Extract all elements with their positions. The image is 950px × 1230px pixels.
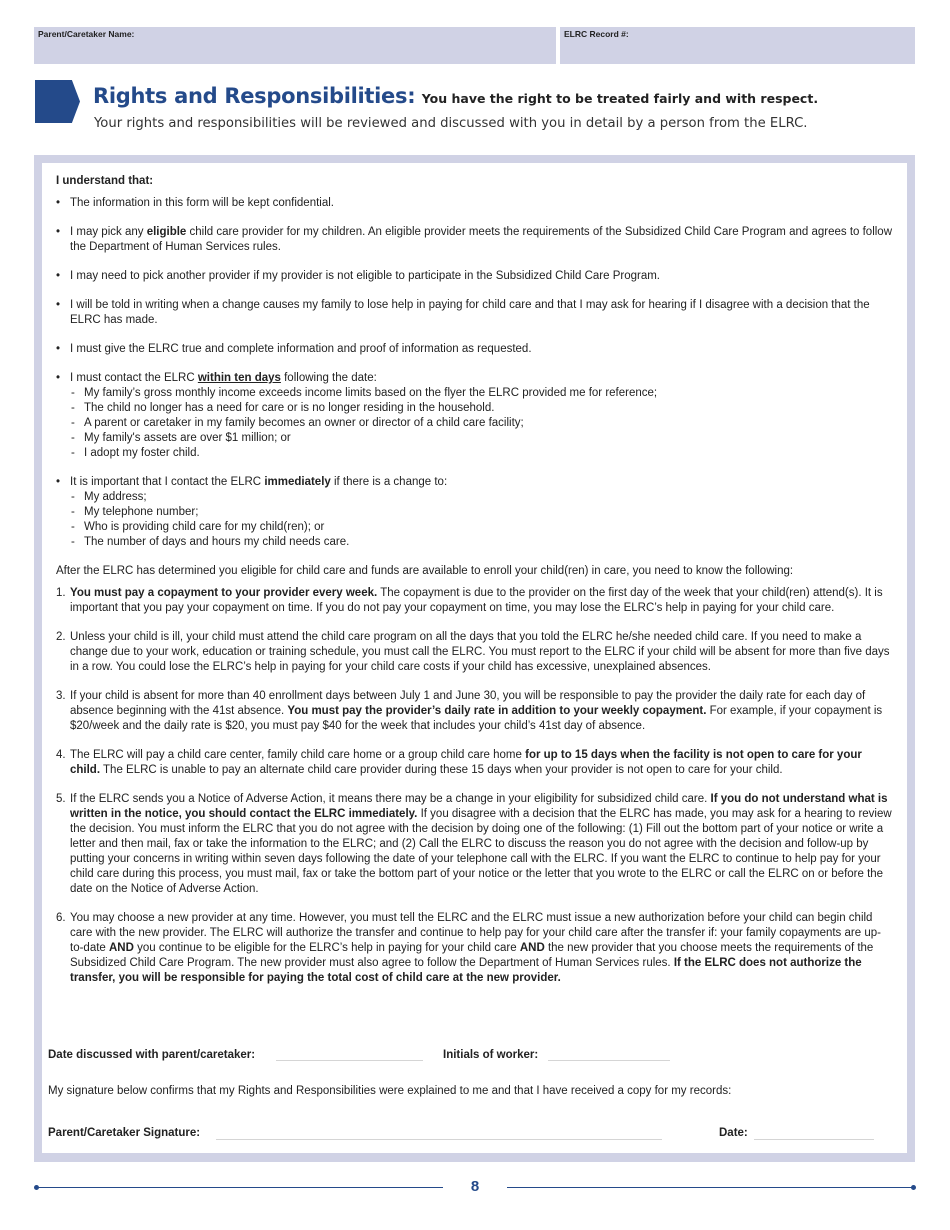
list-item: • The information in this form will be kept confidential. bbox=[56, 196, 894, 211]
understand-heading: I understand that: bbox=[56, 175, 154, 187]
numbered-item: 5. If the ELRC sends you a Notice of Adverse Action, it means there may be a change in your eligibility for subsidized child care. If you do not understand what is written in the notice, you should contact the ELRC immediately. If you disagree with a decision that the ELRC has made, you may ask for a hearing to review the decision. You must inform the ELRC that you do not agree with the decision by doing one of the following: (1) Fill out the bottom part of your notice or write a letter and then mail, fax or take the information to the ELRC; and (2) Call the ELRC to discuss the reason you do not agree with the decision and follow-up by putting your concerns in writing within seven days following the date of your telephone call with the ELRC. If you want the ELRC to continue to help pay for your child care during this process, you must mail, fax or take the bottom part of your notice or the letter that you wrote to the ELRC or call the ELRC on or before the date on the Notice of Adverse Action. bbox=[56, 793, 892, 895]
elrc-record-field[interactable] bbox=[560, 27, 915, 64]
ten-day-list bbox=[70, 386, 894, 461]
numbered-item: 2. Unless your child is ill, your child must attend the child care program on all the days that you told the ELRC he/she needed child care. If you need to make a change due to your work, education or training schedule, you must call the ELRC. You must report to the ELRC if your child will be absent for more than five days in a row. You could lose the ELRC’s help in paying for your child care costs if your child has excessive, unexplained absences. bbox=[56, 631, 890, 673]
elrc-record-label: ELRC Record #: bbox=[564, 29, 629, 39]
numbered-item: 4. The ELRC will pay a child care center, family child care home or a group child care home for up to 15 days when the facility is not open to care for your child. The ELRC is unable to pay an alternate child care provider during these 15 days when your provider is not open to care for your child. bbox=[56, 749, 862, 776]
title-description: Your rights and responsibilities will be reviewed and discussed with you in detail by a person from the ELRC. bbox=[94, 116, 808, 131]
list-item: • I must give the ELRC true and complete information and proof of information as requested. bbox=[56, 342, 894, 357]
initials-input[interactable] bbox=[548, 1060, 670, 1061]
list-item: • It is important that I contact the ELRC immediately if there is a change to: - My address; - My telephone number; - Who is providing child care for my child(ren); or - The number of days and hours my child needs care. bbox=[56, 475, 894, 550]
sub-item: - My telephone number; bbox=[70, 505, 894, 520]
sub-item: - My family’s gross monthly income exceeds income limits based on the flyer the ELRC provided me for reference; bbox=[70, 386, 894, 401]
signature-label: Parent/Caretaker Signature: bbox=[48, 1127, 201, 1139]
numbered-item: 3. If your child is absent for more than 40 enrollment days between July 1 and June 30, you will be responsible to pay the provider the daily rate for each day of absence beginning with the 41st absence. You must pay the provider’s daily rate in addition to your weekly copayment. For example, if your copayment is $20/week and the daily rate is $20, you must pay $40 for the week that includes your child’s 41st day of absence. bbox=[56, 690, 883, 732]
content-frame bbox=[34, 155, 915, 1162]
sub-item: - My address; bbox=[70, 490, 894, 505]
section-arrow-icon bbox=[35, 80, 80, 123]
parent-name-field[interactable] bbox=[34, 27, 556, 64]
numbered-item: 6. You may choose a new provider at any time. However, you must tell the ELRC and the ELRC must issue a new authorization before your child can begin child care with the new provider. The ELRC will authorize the transfer and continue to help pay for your child care after the transfer if: your family copayments are up-to-date AND you continue to be eligible for the ELRC’s help in paying for your child care AND the new provider that you choose meets the requirements of the Subsidized Child Care Program. The new provider must also agree to follow the Department of Human Services rules. If the ELRC does not authorize the transfer, you will be responsible for paying the total cost of child care at the new provider. bbox=[56, 912, 881, 984]
title-main: Rights and Responsibilities: bbox=[93, 84, 416, 108]
sub-item: - Who is providing child care for my child(ren); or bbox=[70, 520, 894, 535]
initials-label: Initials of worker: bbox=[443, 1049, 539, 1061]
sub-item: - The number of days and hours my child needs care. bbox=[70, 535, 894, 550]
sub-item: - I adopt my foster child. bbox=[70, 446, 894, 461]
page-title bbox=[93, 84, 818, 108]
list-item: • I may pick any eligible child care provider for my children. An eligible provider meets the requirements of the Subsidized Child Care Program and agrees to follow the Department of Human Services rules. bbox=[56, 225, 894, 255]
signature-confirmation-text: My signature below confirms that my Rights and Responsibilities were explained to me and that I have received a copy for my records: bbox=[48, 1085, 732, 1097]
date-discussed-input[interactable] bbox=[276, 1060, 423, 1061]
footer-rule-left bbox=[36, 1187, 443, 1188]
signature-date-label: Date: bbox=[719, 1127, 748, 1139]
after-eligibility-text: After the ELRC has determined you eligible for child care and funds are available to enroll your child(ren) in care, you need to know the following: bbox=[56, 565, 794, 577]
sub-item: - A parent or caretaker in my family becomes an owner or director of a child care facility; bbox=[70, 416, 894, 431]
list-item: • I must contact the ELRC within ten days following the date: - My family’s gross monthly income exceeds income limits based on the flyer the ELRC provided me for reference; - The child no longer has a need for care or is no longer residing in the household. - A parent or caretaker in my family becomes an owner or director of a child care facility; - My family's assets are over $1 million; or - I adopt my foster child. bbox=[56, 371, 894, 461]
list-item: • I will be told in writing when a change causes my family to lose help in paying for child care and that I may ask for hearing if I disagree with a decision that the ELRC has made. bbox=[56, 298, 894, 328]
list-item: • I may need to pick another provider if my provider is not eligible to participate in the Subsidized Child Care Program. bbox=[56, 269, 894, 284]
signature-date-input[interactable] bbox=[754, 1139, 874, 1140]
sub-item: - The child no longer has a need for care or is no longer residing in the household. bbox=[70, 401, 894, 416]
footer-rule-right bbox=[507, 1187, 915, 1188]
page-number: 8 bbox=[470, 1178, 480, 1195]
content-body bbox=[56, 174, 894, 1000]
parent-name-label: Parent/Caretaker Name: bbox=[38, 29, 135, 39]
numbered-list bbox=[56, 586, 894, 986]
immediate-list bbox=[70, 490, 894, 550]
signature-input[interactable] bbox=[216, 1139, 662, 1140]
footer-dot-right bbox=[911, 1185, 916, 1190]
numbered-item: 1. You must pay a copayment to your provider every week. The copayment is due to the provider on the first day of the week that your child(ren) attend(s). It is important that you pay your copayment on time. If you do not pay your copayment on time, you may lose the ELRC’s help in paying for your child care. bbox=[56, 587, 883, 614]
date-discussed-label: Date discussed with parent/caretaker: bbox=[48, 1049, 256, 1061]
content-panel bbox=[42, 163, 907, 1153]
understand-list bbox=[56, 196, 894, 550]
sub-item: - My family's assets are over $1 million; or bbox=[70, 431, 894, 446]
title-sub: You have the right to be treated fairly and with respect. bbox=[421, 91, 819, 106]
